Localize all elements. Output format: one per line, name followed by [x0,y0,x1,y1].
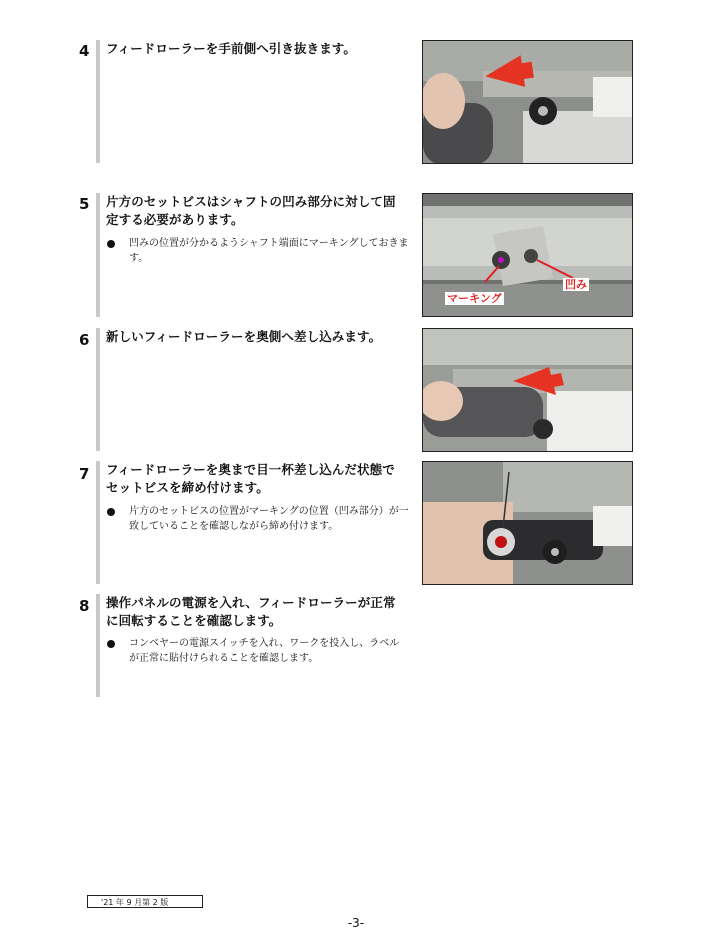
step-bar [96,40,100,163]
marking-label: マーキング [447,292,502,305]
step-number: 6 [79,331,90,349]
step-number: 7 [79,465,90,483]
step-bar [96,461,100,584]
bullet-icon [107,240,115,248]
step-title: フィードローラーを奥まで目一杯差し込んだ状態でセットビスを締め付けます。 [106,462,395,495]
step-5-photo [422,193,633,317]
step-note: コンベヤーの電源スイッチを入れ、ワークを投入し、ラベルが正常に貼付けられることを確認します。 [129,638,400,664]
step-note: 凹みの位置が分かるようシャフト端面にマーキングしておきます。 [129,238,409,264]
step-number: 5 [79,195,90,213]
step-number: 4 [79,42,90,60]
step-title: 新しいフィードローラーを奥側へ差し込みます。 [106,329,382,344]
bullet-icon [107,508,115,516]
step-title: 片方のセットビスはシャフトの凹み部分に対して固定する必要があります。 [106,194,396,227]
bullet-icon [107,640,115,648]
edition-label: '21 年 9 月第 2 版 [87,895,203,908]
step-number: 8 [79,597,90,615]
step-bar [96,594,100,697]
step-7-photo [422,461,633,585]
step-6-photo [422,328,633,452]
step-4-photo [422,40,633,164]
step-bar [96,193,100,317]
step-title: 操作パネルの電源を入れ、フィードローラーが正常に回転することを確認します。 [106,595,396,628]
step-title: フィードローラーを手前側へ引き抜きます。 [106,41,357,56]
step-bar [96,328,100,451]
recess-label: 凹み [565,278,587,291]
page-number: -3- [347,916,365,930]
step-note: 片方のセットビスの位置がマーキングの位置（凹み部分）が一致していることを確認しながら締め付けます。 [129,506,409,532]
